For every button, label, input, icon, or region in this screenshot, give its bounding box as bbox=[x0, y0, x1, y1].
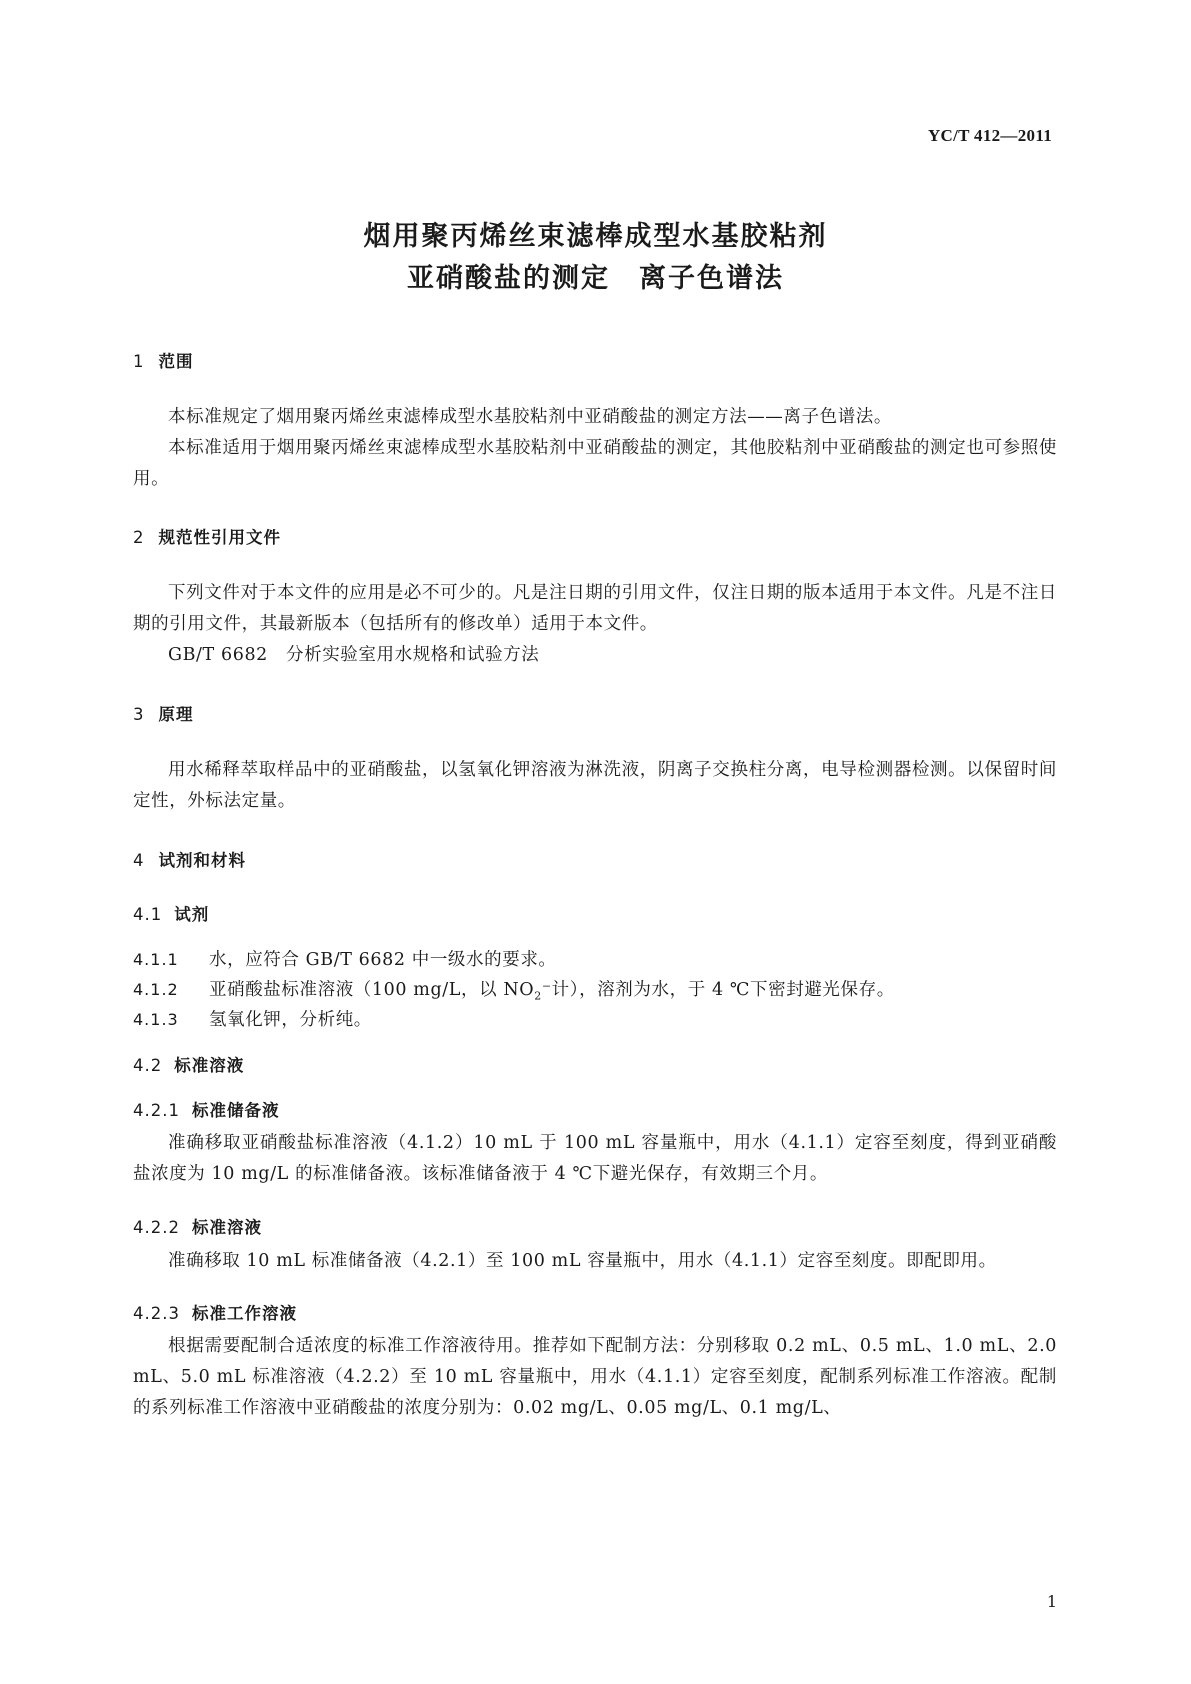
standard-code: YC/T 412—2011 bbox=[927, 126, 1052, 145]
page-number: 1 bbox=[1046, 1592, 1057, 1611]
subsection-4-2-1-paragraph: 准确移取亚硝酸盐标准溶液（4.1.2）10 mL 于 100 mL 容量瓶中，用水（4.1.1）定容至刻度，得到亚硝酸盐浓度为 10 mg/L 的标准储备液。该标准储备液于 4 ℃下避光保存，有效期三个月。 bbox=[133, 1133, 1057, 1184]
section-3-heading bbox=[133, 701, 194, 725]
item-number: 4.1.1 bbox=[133, 950, 179, 969]
item-4-1-2 bbox=[133, 976, 895, 1003]
subsection-4-2-3-heading bbox=[133, 1300, 297, 1324]
normative-reference: GB/T 6682 分析实验室用水规格和试验方法 bbox=[168, 645, 540, 665]
section-title: 标准储备液 bbox=[191, 1101, 280, 1120]
section-3-paragraph-1: 用水稀释萃取样品中的亚硝酸盐，以氢氧化钾溶液为淋洗液，阴离子交换柱分离，电导检测器检测。以保留时间定性，外标法定量。 bbox=[133, 760, 1057, 811]
item-4-1-1 bbox=[133, 946, 557, 971]
section-title: 范围 bbox=[158, 352, 194, 371]
section-number: 4.2 bbox=[133, 1056, 163, 1075]
subsection-4-1-heading bbox=[133, 901, 209, 925]
section-4-heading bbox=[133, 847, 246, 871]
section-number: 3 bbox=[133, 705, 145, 724]
section-title: 试剂和材料 bbox=[158, 851, 246, 870]
section-number: 1 bbox=[133, 352, 145, 371]
section-title: 标准溶液 bbox=[191, 1218, 262, 1237]
section-number: 4.2.2 bbox=[133, 1218, 180, 1237]
section-1-heading bbox=[133, 348, 194, 372]
section-title: 原理 bbox=[158, 705, 194, 724]
section-number: 2 bbox=[133, 528, 145, 547]
section-number: 4 bbox=[133, 851, 145, 870]
section-number: 4.2.1 bbox=[133, 1101, 180, 1120]
item-text: 氢氧化钾，分析纯。 bbox=[209, 1010, 372, 1030]
section-1-paragraph-1: 本标准规定了烟用聚丙烯丝束滤棒成型水基胶粘剂中亚硝酸盐的测定方法——离子色谱法。 bbox=[168, 407, 892, 427]
section-title: 规范性引用文件 bbox=[158, 528, 281, 547]
subsection-4-2-1-heading bbox=[133, 1097, 279, 1121]
subsection-4-2-3-paragraph: 根据需要配制合适浓度的标准工作溶液待用。推荐如下配制方法：分别移取 0.2 mL、0.5 mL、1.0 mL、2.0 mL、5.0 mL 标准溶液（4.2.2）至 10 mL 容量瓶中，用水（4.1.1）定容至刻度，配制系列标准工作溶液。配制的系列标准工作溶液中亚硝酸盐的浓度分别为：0.02 mg/L、0.05 mg/L、0.1 mg/L、 bbox=[133, 1336, 1057, 1418]
item-text: 水，应符合 GB/T 6682 中一级水的要求。 bbox=[209, 950, 557, 970]
section-2-paragraph-1: 下列文件对于本文件的应用是必不可少的。凡是注日期的引用文件，仅注日期的版本适用于本文件。凡是不注日期的引用文件，其最新版本（包括所有的修改单）适用于本文件。 bbox=[133, 583, 1057, 634]
item-number: 4.1.2 bbox=[133, 980, 179, 999]
item-number: 4.1.3 bbox=[133, 1010, 179, 1029]
subsection-4-2-heading bbox=[133, 1052, 244, 1076]
item-text-continued: ⁻计），溶剂为水，于 4 ℃下密封避光保存。 bbox=[541, 980, 895, 1000]
document-title-line1: 烟用聚丙烯丝束滤棒成型水基胶粘剂 bbox=[363, 221, 828, 252]
section-title: 标准溶液 bbox=[174, 1056, 245, 1075]
section-number: 4.2.3 bbox=[133, 1304, 180, 1323]
document-title-line2: 亚硝酸盐的测定 离子色谱法 bbox=[407, 263, 784, 294]
item-4-1-3 bbox=[133, 1006, 372, 1031]
section-1-paragraph-2: 本标准适用于烟用聚丙烯丝束滤棒成型水基胶粘剂中亚硝酸盐的测定，其他胶粘剂中亚硝酸盐的测定也可参照使用。 bbox=[133, 438, 1057, 489]
section-2-heading bbox=[133, 524, 281, 548]
subsection-4-2-2-heading bbox=[133, 1214, 262, 1238]
section-number: 4.1 bbox=[133, 905, 163, 924]
section-title: 试剂 bbox=[174, 905, 210, 924]
section-title: 标准工作溶液 bbox=[191, 1304, 297, 1323]
subsection-4-2-2-paragraph: 准确移取 10 mL 标准储备液（4.2.1）至 100 mL 容量瓶中，用水（4.1.1）定容至刻度。即配即用。 bbox=[168, 1251, 997, 1271]
subscript: 2 bbox=[534, 989, 542, 1003]
item-text: 亚硝酸盐标准溶液（100 mg/L，以 NO bbox=[209, 980, 535, 1000]
